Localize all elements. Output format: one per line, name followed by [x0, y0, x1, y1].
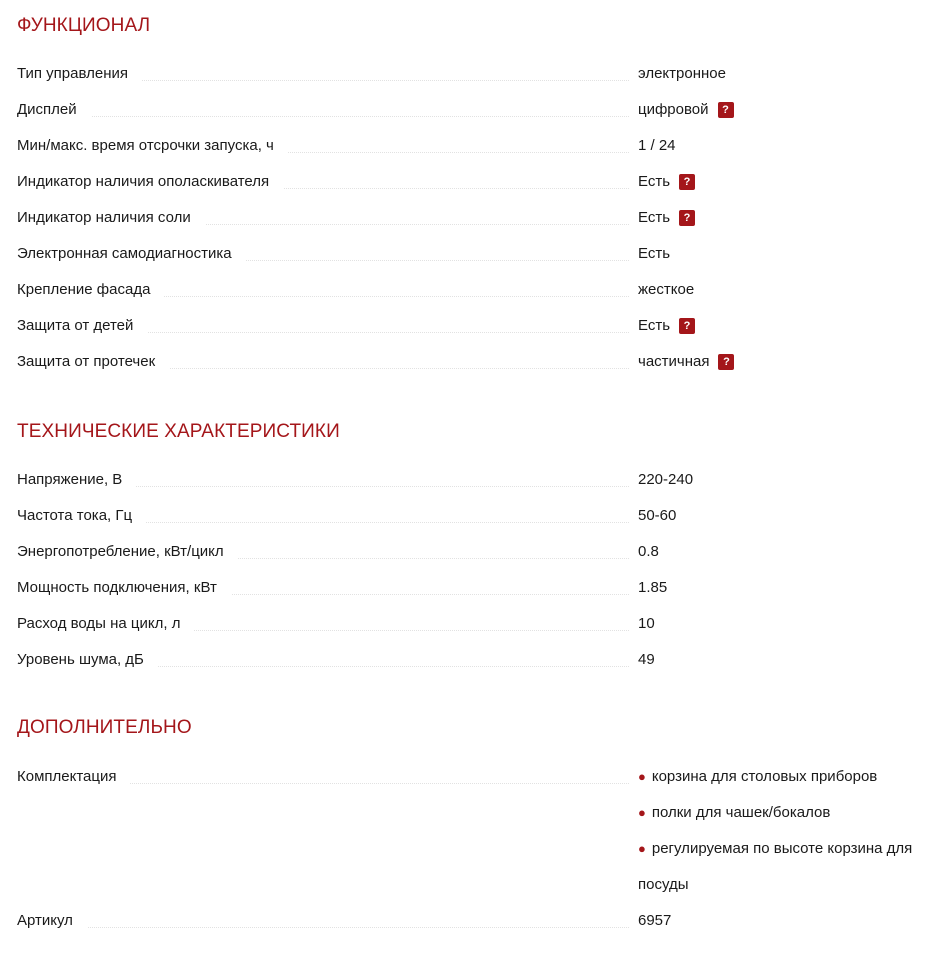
- spec-value: Есть: [638, 317, 671, 334]
- spec-row-display: [17, 93, 934, 129]
- spec-row-control-type: [17, 57, 934, 93]
- spec-label: Дисплей: [17, 101, 91, 119]
- spec-value: 6957: [638, 912, 672, 929]
- spec-value: частичная: [638, 353, 710, 370]
- spec-row-facade-mount: [17, 273, 934, 309]
- list-item: ● корзина для столовых приборов: [638, 768, 878, 785]
- bullet-icon: ●: [638, 769, 646, 784]
- spec-label: Артикул: [17, 912, 87, 930]
- spec-row-water-usage: [17, 607, 934, 643]
- spec-label: Электронная самодиагностика: [17, 245, 246, 263]
- spec-list: [17, 463, 934, 679]
- spec-value: 220-240: [638, 471, 694, 488]
- spec-label: Комплектация: [17, 768, 130, 786]
- spec-row-noise: [17, 643, 934, 679]
- section-title: ДОПОЛНИТЕЛЬНО: [17, 717, 192, 738]
- spec-row-delay-start: [17, 129, 934, 165]
- section-title: ФУНКЦИОНАЛ: [17, 15, 151, 36]
- spec-row-self-diagnostics: [17, 237, 934, 273]
- spec-row-power: [17, 571, 934, 607]
- help-icon[interactable]: ?: [718, 354, 734, 370]
- spec-label: Расход воды на цикл, л: [17, 615, 194, 633]
- section-additional: [17, 717, 934, 929]
- help-icon[interactable]: ?: [679, 174, 695, 190]
- spec-row-energy: [17, 535, 934, 571]
- list-item: ● полки для чашек/бокалов: [638, 804, 831, 821]
- bullet-icon: ●: [638, 841, 646, 856]
- list-item-continuation: посуды: [638, 876, 689, 893]
- spec-list: [17, 57, 934, 381]
- spec-list: [17, 760, 934, 940]
- help-icon[interactable]: ?: [718, 102, 734, 118]
- kit-list: [638, 768, 934, 903]
- spec-label: Индикатор наличия ополаскивателя: [17, 173, 283, 191]
- spec-label: Тип управления: [17, 65, 142, 83]
- section-functional: [17, 15, 934, 370]
- spec-value: 0.8: [638, 543, 659, 560]
- spec-row-child-lock: [17, 309, 934, 345]
- spec-row-rinse-indicator: [17, 165, 934, 201]
- help-icon[interactable]: ?: [679, 210, 695, 226]
- spec-label: Крепление фасада: [17, 281, 164, 299]
- spec-label: Индикатор наличия соли: [17, 209, 205, 227]
- spec-label: Защита от протечек: [17, 353, 169, 371]
- section-title: ТЕХНИЧЕСКИЕ ХАРАКТЕРИСТИКИ: [17, 421, 340, 442]
- spec-row-frequency: [17, 499, 934, 535]
- spec-value: 1 / 24: [638, 137, 676, 154]
- section-technical: [17, 421, 934, 668]
- spec-label: Защита от детей: [17, 317, 147, 335]
- spec-value: электронное: [638, 65, 726, 82]
- spec-row-voltage: [17, 463, 934, 499]
- spec-label: Мощность подключения, кВт: [17, 579, 231, 597]
- spec-label: Уровень шума, дБ: [17, 651, 158, 669]
- spec-value: жесткое: [638, 281, 695, 298]
- spec-value: 49: [638, 651, 655, 668]
- bullet-icon: ●: [638, 805, 646, 820]
- dotted-leader: [17, 927, 629, 928]
- spec-value: цифровой: [638, 101, 709, 118]
- spec-row-leak-protection: [17, 345, 934, 381]
- spec-label: Частота тока, Гц: [17, 507, 146, 525]
- spec-value: Есть: [638, 173, 671, 190]
- spec-row-kit: [17, 760, 934, 904]
- dotted-leader: [17, 116, 629, 117]
- spec-value: Есть: [638, 245, 671, 262]
- spec-label: Мин/макс. время отсрочки запуска, ч: [17, 137, 288, 155]
- help-icon[interactable]: ?: [679, 318, 695, 334]
- spec-row-salt-indicator: [17, 201, 934, 237]
- spec-row-article: [17, 904, 934, 940]
- spec-value: 50-60: [638, 507, 677, 524]
- spec-value: 1.85: [638, 579, 668, 596]
- list-item: ● регулируемая по высоте корзина для: [638, 840, 913, 857]
- spec-value: 10: [638, 615, 655, 632]
- spec-label: Энергопотребление, кВт/цикл: [17, 543, 238, 561]
- spec-label: Напряжение, В: [17, 471, 136, 489]
- spec-value: Есть: [638, 209, 671, 226]
